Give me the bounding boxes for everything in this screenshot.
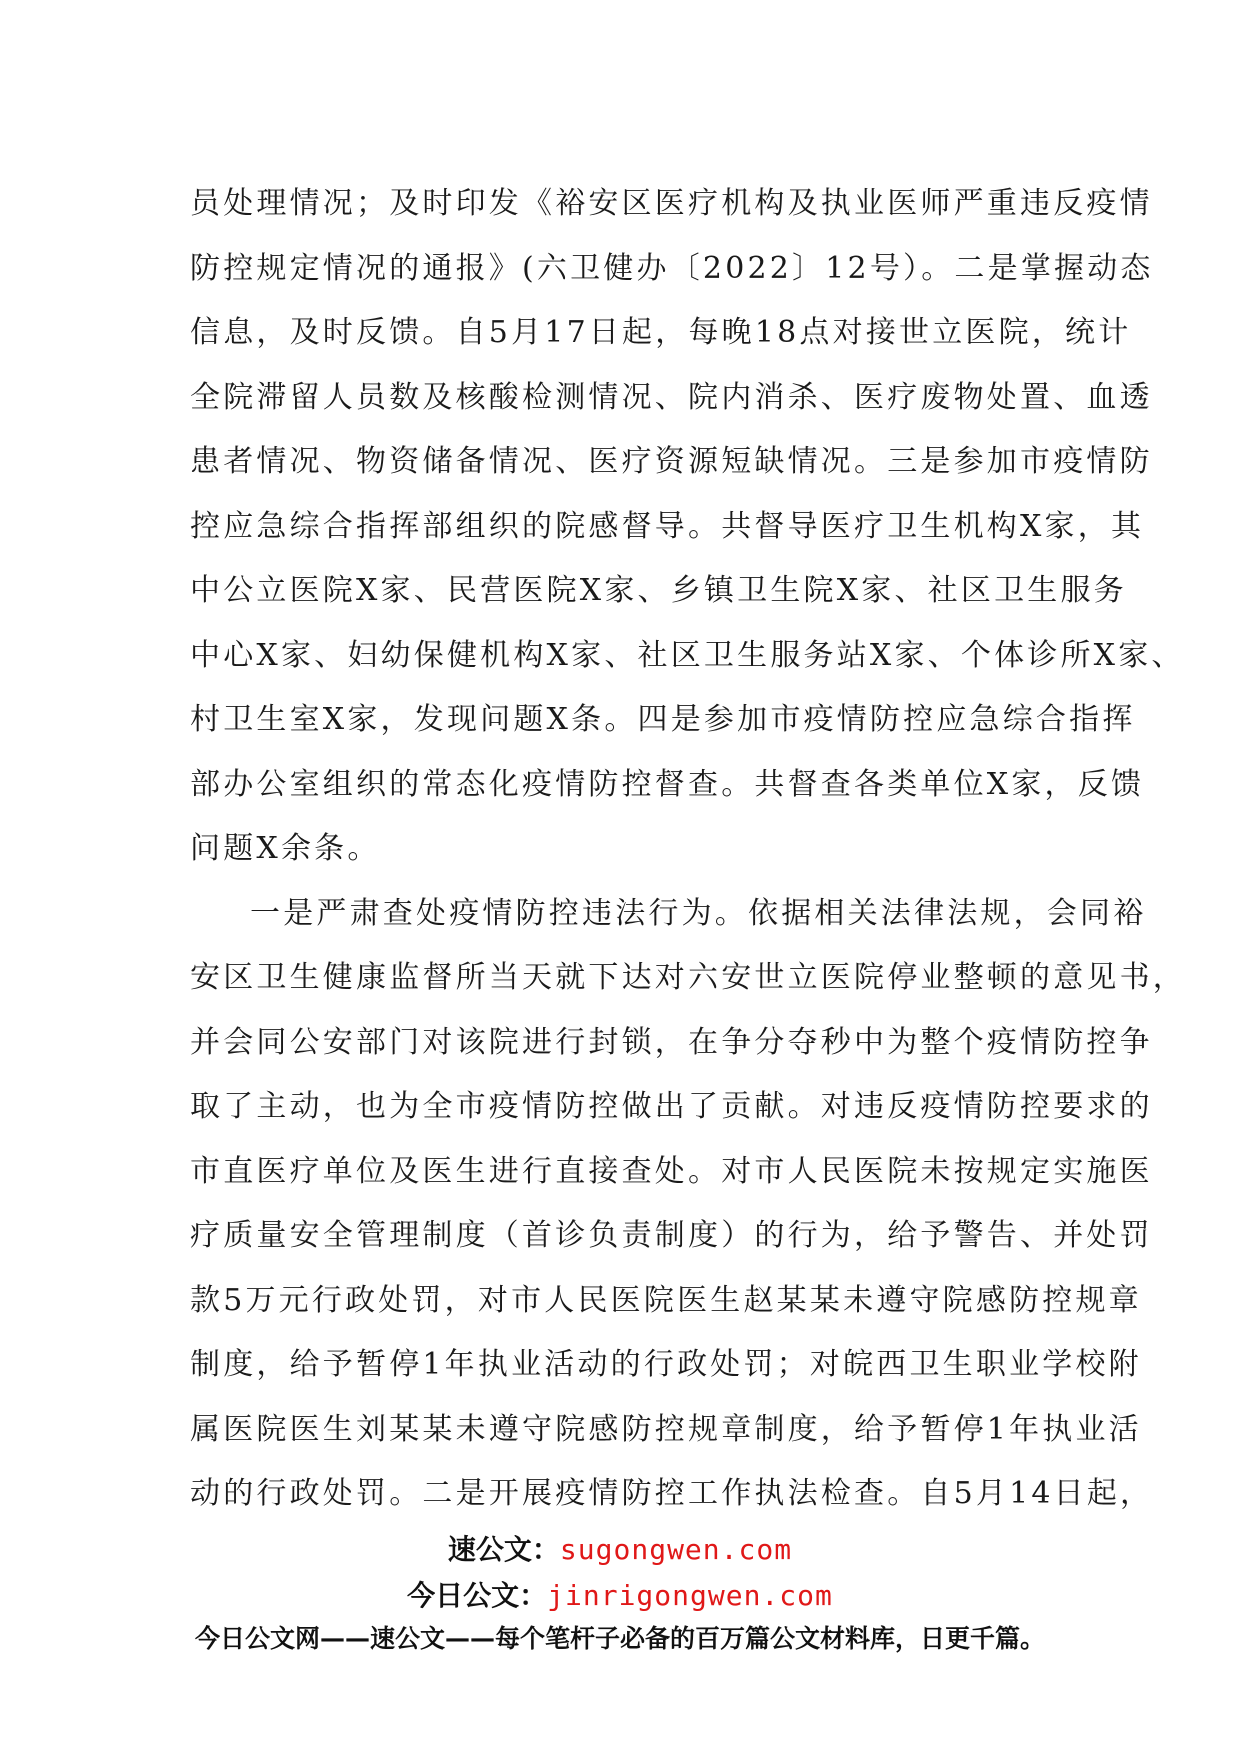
footer-sugongwen-link[interactable]: sugongwen.com <box>559 1533 793 1566</box>
body-line-15: 取了主动，也为全市疫情防控做出了贡献。对违反疫情防控要求的 <box>190 1089 1153 1124</box>
body-line-5: 患者情况、物资储备情况、医疗资源短缺情况。三是参加市疫情防 <box>190 444 1153 479</box>
body-line-3: 信息，及时反馈。自5月17日起，每晚18点对接世立医院，统计 <box>190 315 1132 350</box>
body-line-4: 全院滞留人员数及核酸检测情况、院内消杀、医疗废物处置、血透 <box>190 379 1153 415</box>
body-line-17: 疗质量安全管理制度（首诊负责制度）的行为，给予警告、并处罚 <box>190 1218 1153 1253</box>
body-line-13: 安区卫生健康监督所当天就下达对六安世立医院停业整顿的意见书， <box>190 960 1186 995</box>
body-line-8: 中心X家、妇幼保健机构X家、社区卫生服务站X家、个体诊所X家、 <box>190 637 1185 673</box>
body-line-7: 中公立医院X家、民营医院X家、乡镇卫生院X家、社区卫生服务 <box>190 573 1127 608</box>
body-line-19: 制度，给予暂停1年执业活动的行政处罚；对皖西卫生职业学校附 <box>190 1347 1142 1382</box>
body-line-18: 款5万元行政处罚，对市人民医院医生赵某某未遵守院感防控规章 <box>190 1282 1142 1318</box>
body-line-20: 属医院医生刘某某未遵守院感防控规章制度，给予暂停1年执业活 <box>190 1411 1142 1447</box>
body-line-11: 问题X余条。 <box>190 831 381 866</box>
footer-sugongwen <box>0 1532 1240 1568</box>
footer-jinrigongwen-link[interactable]: jinrigongwen.com <box>547 1579 833 1612</box>
body-line-14: 并会同公安部门对该院进行封锁，在争分夺秒中为整个疫情防控争 <box>190 1024 1153 1060</box>
body-line-21: 动的行政处罚。二是开展疫情防控工作执法检查。自5月14日起， <box>190 1476 1154 1511</box>
footer-slogan: 今日公文网——速公文——每个笔杆子必备的百万篇公文材料库，日更千篇。 <box>194 1624 1045 1653</box>
footer-jinrigongwen <box>0 1578 1240 1614</box>
body-line-9: 村卫生室X家，发现问题X条。四是参加市疫情防控应急综合指挥 <box>190 702 1136 737</box>
body-line-6: 控应急综合指挥部组织的院感督导。共督导医疗卫生机构X家，其 <box>190 508 1145 544</box>
body-line-10: 部办公室组织的常态化疫情防控督查。共督查各类单位X家，反馈 <box>190 766 1145 802</box>
body-line-1: 员处理情况；及时印发《裕安区医疗机构及执业医师严重违反疫情 <box>190 186 1153 221</box>
footer-sugongwen-label: 速公文： <box>447 1533 560 1566</box>
body-line-2: 防控规定情况的通报》(六卫健办〔2022〕12号）。二是掌握动态 <box>190 250 1154 286</box>
body-line-16: 市直医疗单位及医生进行直接查处。对市人民医院未按规定实施医 <box>190 1153 1153 1189</box>
footer-jinrigongwen-label: 今日公文： <box>407 1579 548 1612</box>
body-line-12: 一是严肃查处疫情防控违法行为。依据相关法律法规，会同裕 <box>250 895 1147 931</box>
document-body <box>190 172 1186 1527</box>
